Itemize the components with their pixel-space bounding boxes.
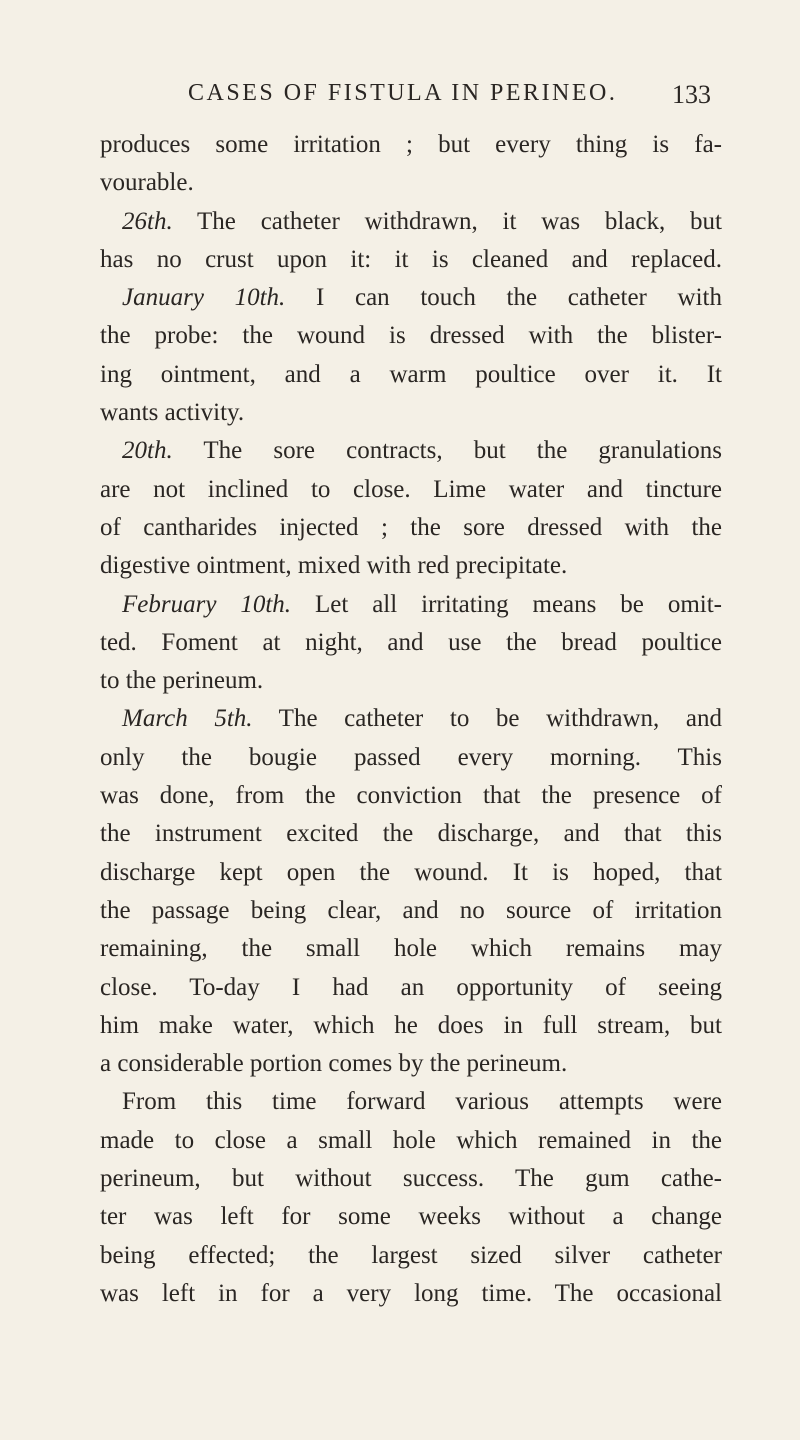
text-line: 26th. The catheter withdrawn, it was black, but <box>122 207 722 235</box>
text-line: ted. Foment at night, and use the bread poultice <box>100 628 722 656</box>
text-line: a considerable portion comes by the perineum. <box>100 1050 568 1078</box>
body-text <box>100 126 722 1313</box>
text-line: From this time forward various attempts were <box>122 1088 722 1116</box>
text-line: ing ointment, and a warm poultice over it. It <box>100 360 722 388</box>
running-title: CASES OF FISTULA IN PERINEO. <box>188 80 618 106</box>
text-line: perineum, but without success. The gum cathe- <box>100 1165 722 1193</box>
text-line: only the bougie passed every morning. This <box>100 743 722 771</box>
text-line: vourable. <box>100 169 194 197</box>
text-line: January 10th. I can touch the catheter with <box>122 284 722 312</box>
text-line: discharge kept open the wound. It is hoped, that <box>100 858 722 886</box>
text-line: the probe: the wound is dressed with the blister- <box>100 322 722 350</box>
text-line: has no crust upon it: it is cleaned and replaced. <box>100 245 722 273</box>
text-line: of cantharides injected ; the sore dressed with the <box>100 513 722 541</box>
text-line: produces some irritation ; but every thing is fa- <box>100 131 722 158</box>
text-line: made to close a small hole which remained in the <box>100 1126 722 1154</box>
text-line: being effected; the largest sized silver catheter <box>100 1241 722 1269</box>
text-line: the instrument excited the discharge, and that this <box>100 820 722 848</box>
text-line: him make water, which he does in full stream, but <box>100 1011 722 1039</box>
text-line: digestive ointment, mixed with red precipitate. <box>100 552 568 580</box>
text-line: 20th. The sore contracts, but the granulations <box>122 437 722 465</box>
text-line: March 5th. The catheter to be withdrawn, and <box>122 705 723 733</box>
text-line: close. To-day I had an opportunity of seeing <box>100 973 722 1001</box>
text-line: to the perineum. <box>100 667 264 695</box>
page-number: 133 <box>672 80 711 109</box>
text-line: February 10th. Let all irritating means be omit- <box>122 590 722 618</box>
text-line: ter was left for some weeks without a change <box>100 1203 722 1231</box>
text-line: was done, from the conviction that the presence of <box>100 782 722 810</box>
text-line: the passage being clear, and no source of irritation <box>100 896 722 924</box>
running-head <box>0 80 800 120</box>
text-line: wants activity. <box>100 399 245 427</box>
text-line: remaining, the small hole which remains may <box>100 935 722 963</box>
text-line: was left in for a very long time. The occasional <box>100 1279 722 1307</box>
text-line: are not inclined to close. Lime water and tincture <box>100 475 722 503</box>
